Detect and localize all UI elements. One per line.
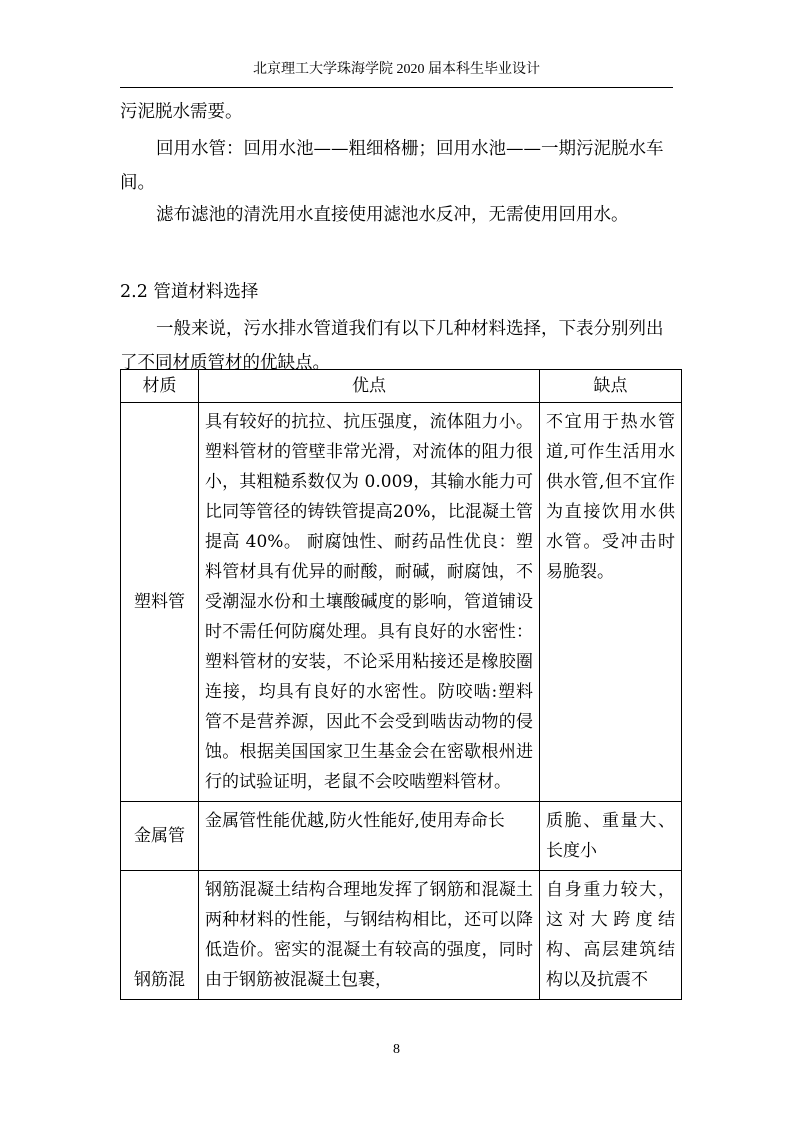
table-row: [121, 802, 682, 871]
pros-cell: 金属管性能优越,防火性能好,使用寿命长: [199, 802, 540, 871]
paragraph-filter-cleaning: 滤布滤池的清洗用水直接使用滤池水反冲，无需使用回用水。: [156, 205, 629, 225]
cons-cell: 自身重力较大，这对大跨度结构、高层建筑结构以及抗震不: [540, 871, 682, 1000]
page-number: 8: [393, 1042, 400, 1057]
pros-cell: 钢筋混凝土结构合理地发挥了钢筋和混凝土两种材料的性能，与钢结构相比，还可以降低造价。密实的混凝土有较高的强度，同时由于钢筋被混凝土包裹，: [199, 871, 540, 1000]
column-header-pros: 优点: [199, 370, 540, 403]
material-cell: 塑料管: [121, 403, 199, 802]
header-divider: [120, 87, 673, 88]
table-row: [121, 403, 682, 802]
materials-table: [120, 369, 682, 1000]
paragraph-sludge: 污泥脱水需要。: [120, 102, 243, 122]
paragraph-materials-intro: 一般来说，污水排水管道我们有以下几种材料选择，下表分别列出了不同材质管材的优缺点。: [120, 319, 664, 373]
pros-cell: 具有较好的抗拉、抗压强度，流体阻力小。塑料管材的管壁非常光滑，对流体的阻力很小，其粗糙系数仅为 0.009，其输水能力可比同等管径的铸铁管提高20%，比混凝土管提高 40%。 耐腐蚀性、耐药品性优良：塑料管材具有优异的耐酸，耐碱，耐腐蚀，不受潮湿水份和土壤酸碱度的影响，管道铺设时不需任何防腐处理。具有良好的水密性：塑料管材的安装，不论采用粘接还是橡胶圈连接，均具有良好的水密性。防咬啮:塑料管不是营养源，因此不会受到啮齿动物的侵蚀。根据美国国家卫生基金会在密歇根州进行的试验证明，老鼠不会咬啮塑料管材。: [199, 403, 540, 802]
section-title: 2.2 管道材料选择: [120, 282, 259, 302]
column-header-cons: 缺点: [540, 370, 682, 403]
page-header: 北京理工大学珠海学院 2020 届本科生毕业设计: [253, 62, 540, 77]
cons-cell: 不宜用于热水管道,可作生活用水供水管,但不宜作为直接饮用水供水管。受冲击时易脆裂。: [540, 403, 682, 802]
material-cell: 金属管: [121, 802, 199, 871]
paragraph-reuse-pipe: 回用水管：回用水池——粗细格栅；回用水池——一期污泥脱水车间。: [120, 139, 664, 193]
material-cell: 钢筋混: [121, 871, 199, 1000]
column-header-material: 材质: [121, 370, 199, 403]
table-header-row: [121, 370, 682, 403]
table-row: [121, 871, 682, 1000]
cons-cell: 质脆、重量大、长度小: [540, 802, 682, 871]
